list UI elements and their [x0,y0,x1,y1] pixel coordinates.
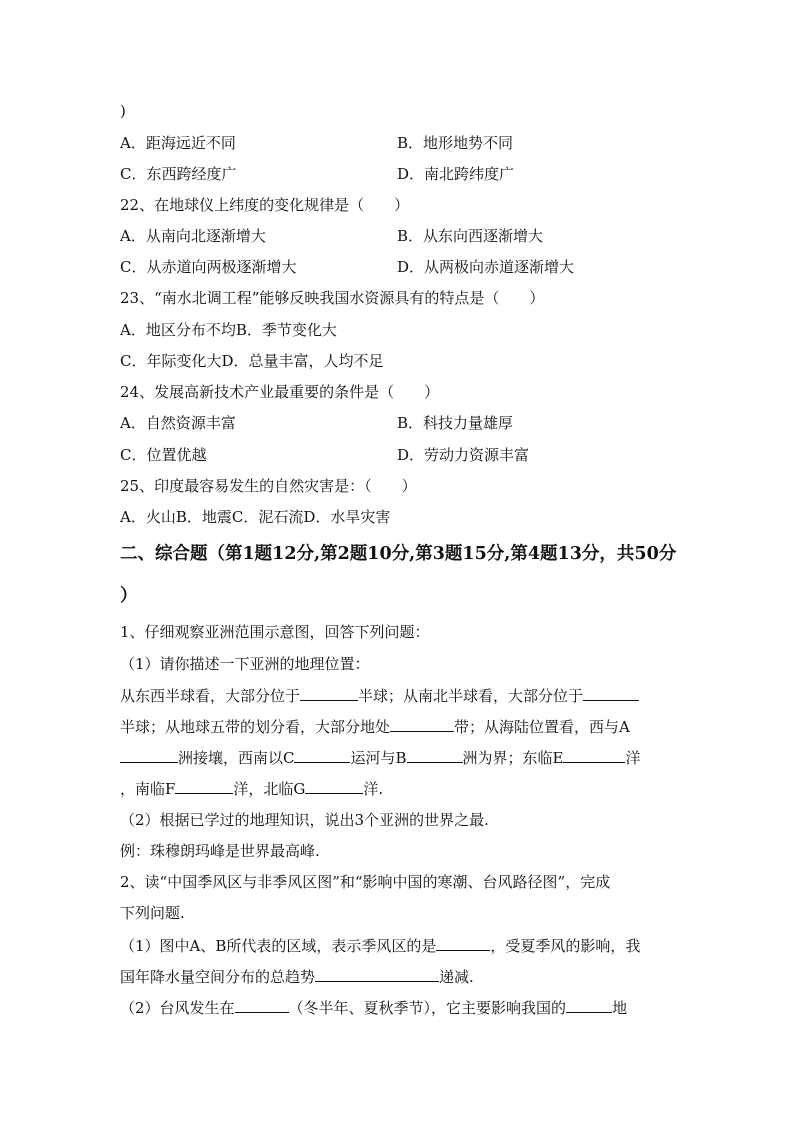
blank-monsoon-region[interactable] [436,935,490,951]
q24-stem: 24、发展高新技术产业最重要的条件是（ ） [120,383,440,401]
s2q2-sub1-line2: 国年降水量空间分布的总趋势 递减. [120,968,474,986]
blank-hemisphere-ns[interactable] [583,685,639,701]
q22-option-a: A．从南向北逐渐增大 [120,227,266,245]
blank-continent-b[interactable] [407,747,463,763]
s2q1-line1: 从东西半球看，大部分位于 半球；从南北半球看，大部分位于 [120,685,639,706]
q21-option-c: C．东西跨经度广 [120,165,237,183]
q21-closing-paren: ) [120,102,126,120]
section2-heading-close: ） [120,586,138,606]
blank-canal-c[interactable] [294,747,350,763]
q21-option-a: A．距海远近不同 [120,134,236,152]
s2q2-stem-line1: 2、读“中国季风区与非季风区图”和“影响中国的寒潮、台风路径图”，完成 [120,873,611,891]
q22-option-d: D．从两极向赤道逐渐增大 [397,258,575,276]
q24-option-a: A．自然资源丰富 [120,414,236,432]
blank-ocean-g[interactable] [305,778,363,794]
s2q1-stem: 1、仔细观察亚洲范围示意图，回答下列问题： [120,623,430,641]
s2q1-line3: 洲接壤，西南以C 运河与B 洲为界；东临E 洋 [120,747,640,768]
s2q1-example: 例：珠穆朗玛峰是世界最高峰. [120,842,320,860]
blank-hemisphere-ew[interactable] [300,685,358,701]
blank-typhoon-season[interactable] [235,997,289,1013]
q23-stem: 23、“南水北调工程”能够反映我国水资源具有的特点是（ ） [120,289,545,307]
s2q2-stem-line2: 下列问题. [120,904,185,922]
q21-option-d: D．南北跨纬度广 [397,165,515,183]
s2q1-sub1: （1）请你描述一下亚洲的地理位置： [120,655,370,673]
blank-ocean-e[interactable] [563,747,625,763]
s2q1-line2: 半球；从地球五带的划分看，大部分地处 带；从海陆位置看，西与A [120,718,630,736]
q25-options: A．火山B．地震C．泥石流D．水旱灾害 [120,508,391,526]
q22-stem: 22、在地球仪上纬度的变化规律是（ ） [120,196,410,214]
blank-typhoon-area[interactable] [566,997,612,1013]
s2q1-line4: ，南临F 洋，北临G 洋. [120,780,384,798]
q22-option-b: B．从东向西逐渐增大 [397,227,544,245]
section2-heading: 二、综合题（第1题12分,第2题10分,第3题15分,第4题13分，共50分 [120,544,677,564]
q24-option-b: B．科技力量雄厚 [397,414,514,432]
blank-precipitation-trend[interactable] [315,966,439,982]
q24-option-d: D．劳动力资源丰富 [397,446,530,464]
q24-option-c: C．位置优越 [120,446,207,464]
q22-option-c: C．从赤道向两极逐渐增大 [120,258,297,276]
q21-option-b: B．地形地势不同 [397,134,514,152]
s2q1-sub2: （2）根据已学过的地理知识，说出3个亚洲的世界之最. [120,811,489,829]
q25-stem: 25、印度最容易发生的自然灾害是：（ ） [120,477,417,495]
blank-ocean-f[interactable] [175,778,233,794]
blank-zone[interactable] [390,716,454,732]
q23-options-ab: A．地区分布不均B．季节变化大 [120,321,337,339]
s2q2-sub2-line1: （2）台风发生在 （冬半年、夏秋季节），它主要影响我国的 地 [120,999,628,1017]
s2q2-sub1-line1: （1）图中A、B所代表的区域，表示季风区的是 ，受夏季风的影响，我 [120,937,641,955]
q23-options-cd: C．年际变化大D．总量丰富，人均不足 [120,352,384,370]
blank-continent-a[interactable] [120,747,178,763]
